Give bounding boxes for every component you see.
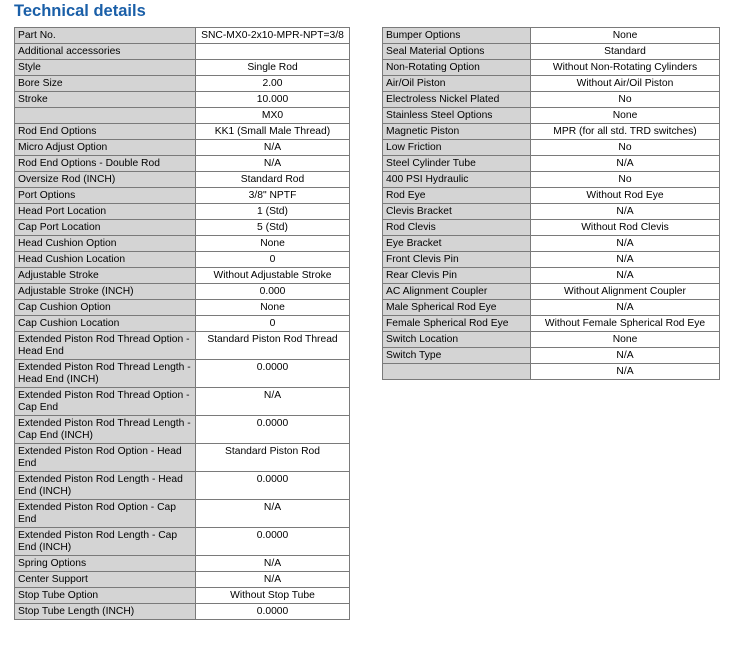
spec-row bbox=[383, 28, 720, 44]
spec-row bbox=[15, 316, 350, 332]
spec-label: Adjustable Stroke (INCH) bbox=[15, 284, 196, 300]
spec-value: N/A bbox=[531, 364, 720, 380]
spec-row bbox=[15, 140, 350, 156]
spec-label: Eye Bracket bbox=[383, 236, 531, 252]
spec-label: Extended Piston Rod Thread Option - Cap End bbox=[15, 388, 196, 416]
spec-value: Standard Piston Rod bbox=[196, 444, 350, 472]
spec-row bbox=[15, 500, 350, 528]
spec-label: 400 PSI Hydraulic bbox=[383, 172, 531, 188]
spec-label: Rod Clevis bbox=[383, 220, 531, 236]
spec-label: Extended Piston Rod Option - Head End bbox=[15, 444, 196, 472]
spec-value: None bbox=[531, 332, 720, 348]
spec-row bbox=[383, 156, 720, 172]
spec-row bbox=[15, 572, 350, 588]
spec-row bbox=[15, 388, 350, 416]
spec-label: AC Alignment Coupler bbox=[383, 284, 531, 300]
spec-row bbox=[15, 472, 350, 500]
spec-row bbox=[383, 220, 720, 236]
spec-row bbox=[15, 528, 350, 556]
spec-row bbox=[383, 236, 720, 252]
spec-row bbox=[383, 284, 720, 300]
spec-label: Adjustable Stroke bbox=[15, 268, 196, 284]
spec-label: Extended Piston Rod Length - Cap End (INCH) bbox=[15, 528, 196, 556]
spec-row bbox=[15, 236, 350, 252]
spec-value: No bbox=[531, 92, 720, 108]
spec-value: Single Rod bbox=[196, 60, 350, 76]
spec-row bbox=[15, 268, 350, 284]
spec-row bbox=[15, 28, 350, 44]
spec-row bbox=[383, 76, 720, 92]
spec-label: Center Support bbox=[15, 572, 196, 588]
spec-label bbox=[383, 364, 531, 380]
spec-label: Low Friction bbox=[383, 140, 531, 156]
spec-row bbox=[15, 60, 350, 76]
spec-value: N/A bbox=[196, 388, 350, 416]
spec-label: Head Cushion Option bbox=[15, 236, 196, 252]
spec-label: Style bbox=[15, 60, 196, 76]
spec-row bbox=[15, 156, 350, 172]
spec-row bbox=[15, 604, 350, 620]
spec-value: SNC-MX0-2x10-MPR-NPT=3/8 bbox=[196, 28, 350, 44]
spec-label: Rod End Options - Double Rod bbox=[15, 156, 196, 172]
spec-label: Cap Port Location bbox=[15, 220, 196, 236]
spec-row bbox=[15, 108, 350, 124]
spec-value: N/A bbox=[531, 236, 720, 252]
spec-value: Without Stop Tube bbox=[196, 588, 350, 604]
spec-value: N/A bbox=[531, 204, 720, 220]
spec-row bbox=[15, 332, 350, 360]
spec-label: Bore Size bbox=[15, 76, 196, 92]
spec-value: 0.0000 bbox=[196, 472, 350, 500]
spec-row bbox=[15, 588, 350, 604]
spec-row bbox=[383, 204, 720, 220]
spec-row bbox=[383, 348, 720, 364]
spec-label: Cap Cushion Location bbox=[15, 316, 196, 332]
spec-value: N/A bbox=[196, 140, 350, 156]
spec-label: Stroke bbox=[15, 92, 196, 108]
spec-label: Port Options bbox=[15, 188, 196, 204]
spec-row bbox=[383, 188, 720, 204]
spec-row bbox=[383, 172, 720, 188]
spec-row bbox=[15, 76, 350, 92]
spec-value: None bbox=[531, 108, 720, 124]
spec-value: Standard Piston Rod Thread bbox=[196, 332, 350, 360]
spec-label: Male Spherical Rod Eye bbox=[383, 300, 531, 316]
spec-value: 10.000 bbox=[196, 92, 350, 108]
spec-value: N/A bbox=[196, 500, 350, 528]
spec-label: Rod Eye bbox=[383, 188, 531, 204]
spec-row bbox=[15, 556, 350, 572]
spec-label: Seal Material Options bbox=[383, 44, 531, 60]
spec-row bbox=[15, 300, 350, 316]
spec-label: Extended Piston Rod Thread Option - Head End bbox=[15, 332, 196, 360]
spec-row bbox=[383, 268, 720, 284]
spec-label: Switch Location bbox=[383, 332, 531, 348]
spec-row bbox=[15, 284, 350, 300]
spec-value: 0.0000 bbox=[196, 416, 350, 444]
spec-value: 0.0000 bbox=[196, 528, 350, 556]
spec-row bbox=[15, 252, 350, 268]
spec-label: Electroless Nickel Plated bbox=[383, 92, 531, 108]
spec-label: Magnetic Piston bbox=[383, 124, 531, 140]
spec-value: N/A bbox=[531, 252, 720, 268]
spec-label: Head Port Location bbox=[15, 204, 196, 220]
spec-label: Female Spherical Rod Eye bbox=[383, 316, 531, 332]
spec-label: Part No. bbox=[15, 28, 196, 44]
spec-label bbox=[15, 108, 196, 124]
technical-details-table-left bbox=[14, 27, 350, 620]
spec-value: N/A bbox=[531, 156, 720, 172]
section-title: Technical details bbox=[14, 2, 146, 20]
spec-row bbox=[383, 124, 720, 140]
technical-details-table-right bbox=[382, 27, 720, 380]
spec-label: Oversize Rod (INCH) bbox=[15, 172, 196, 188]
spec-label: Spring Options bbox=[15, 556, 196, 572]
spec-value: KK1 (Small Male Thread) bbox=[196, 124, 350, 140]
spec-value: N/A bbox=[531, 348, 720, 364]
spec-value: Without Non-Rotating Cylinders bbox=[531, 60, 720, 76]
spec-label: Additional accessories bbox=[15, 44, 196, 60]
spec-row bbox=[15, 188, 350, 204]
spec-value: Without Alignment Coupler bbox=[531, 284, 720, 300]
spec-label: Micro Adjust Option bbox=[15, 140, 196, 156]
spec-row bbox=[15, 444, 350, 472]
spec-value: N/A bbox=[531, 268, 720, 284]
spec-value: N/A bbox=[196, 156, 350, 172]
spec-label: Bumper Options bbox=[383, 28, 531, 44]
spec-row bbox=[383, 252, 720, 268]
spec-row bbox=[383, 92, 720, 108]
spec-value: 0 bbox=[196, 252, 350, 268]
spec-row bbox=[383, 140, 720, 156]
spec-row bbox=[383, 332, 720, 348]
spec-value: 0.000 bbox=[196, 284, 350, 300]
spec-value: Without Rod Eye bbox=[531, 188, 720, 204]
spec-value: 0 bbox=[196, 316, 350, 332]
spec-label: Extended Piston Rod Thread Length - Cap End (INCH) bbox=[15, 416, 196, 444]
spec-value: N/A bbox=[196, 572, 350, 588]
spec-label: Stop Tube Option bbox=[15, 588, 196, 604]
spec-row bbox=[15, 172, 350, 188]
spec-label: Extended Piston Rod Option - Cap End bbox=[15, 500, 196, 528]
spec-value: Without Rod Clevis bbox=[531, 220, 720, 236]
spec-row bbox=[15, 44, 350, 60]
spec-value: 0.0000 bbox=[196, 604, 350, 620]
spec-value: None bbox=[196, 300, 350, 316]
spec-value: 0.0000 bbox=[196, 360, 350, 388]
spec-label: Stainless Steel Options bbox=[383, 108, 531, 124]
spec-row bbox=[15, 92, 350, 108]
spec-value: 1 (Std) bbox=[196, 204, 350, 220]
spec-label: Switch Type bbox=[383, 348, 531, 364]
spec-value: No bbox=[531, 140, 720, 156]
spec-value: Standard Rod bbox=[196, 172, 350, 188]
spec-label: Clevis Bracket bbox=[383, 204, 531, 220]
spec-value: Without Adjustable Stroke bbox=[196, 268, 350, 284]
spec-value: 2.00 bbox=[196, 76, 350, 92]
spec-value: Without Air/Oil Piston bbox=[531, 76, 720, 92]
spec-value: None bbox=[531, 28, 720, 44]
spec-value: Without Female Spherical Rod Eye bbox=[531, 316, 720, 332]
spec-label: Rod End Options bbox=[15, 124, 196, 140]
spec-label: Air/Oil Piston bbox=[383, 76, 531, 92]
spec-row bbox=[383, 108, 720, 124]
spec-label: Steel Cylinder Tube bbox=[383, 156, 531, 172]
spec-row bbox=[383, 300, 720, 316]
spec-value: Standard bbox=[531, 44, 720, 60]
spec-label: Front Clevis Pin bbox=[383, 252, 531, 268]
spec-label: Stop Tube Length (INCH) bbox=[15, 604, 196, 620]
spec-row bbox=[383, 44, 720, 60]
spec-value: MX0 bbox=[196, 108, 350, 124]
spec-value: 5 (Std) bbox=[196, 220, 350, 236]
spec-row bbox=[383, 60, 720, 76]
spec-row bbox=[15, 416, 350, 444]
spec-value: N/A bbox=[531, 300, 720, 316]
spec-label: Non-Rotating Option bbox=[383, 60, 531, 76]
spec-value: None bbox=[196, 236, 350, 252]
spec-row bbox=[383, 364, 720, 380]
spec-value: MPR (for all std. TRD switches) bbox=[531, 124, 720, 140]
spec-row bbox=[15, 220, 350, 236]
spec-label: Extended Piston Rod Length - Head End (INCH) bbox=[15, 472, 196, 500]
spec-label: Extended Piston Rod Thread Length - Head End (INCH) bbox=[15, 360, 196, 388]
spec-row bbox=[383, 316, 720, 332]
spec-label: Head Cushion Location bbox=[15, 252, 196, 268]
spec-row bbox=[15, 124, 350, 140]
spec-label: Cap Cushion Option bbox=[15, 300, 196, 316]
spec-label: Rear Clevis Pin bbox=[383, 268, 531, 284]
spec-value: N/A bbox=[196, 556, 350, 572]
spec-row bbox=[15, 360, 350, 388]
spec-value: 3/8" NPTF bbox=[196, 188, 350, 204]
spec-value: No bbox=[531, 172, 720, 188]
spec-row bbox=[15, 204, 350, 220]
spec-value bbox=[196, 44, 350, 60]
